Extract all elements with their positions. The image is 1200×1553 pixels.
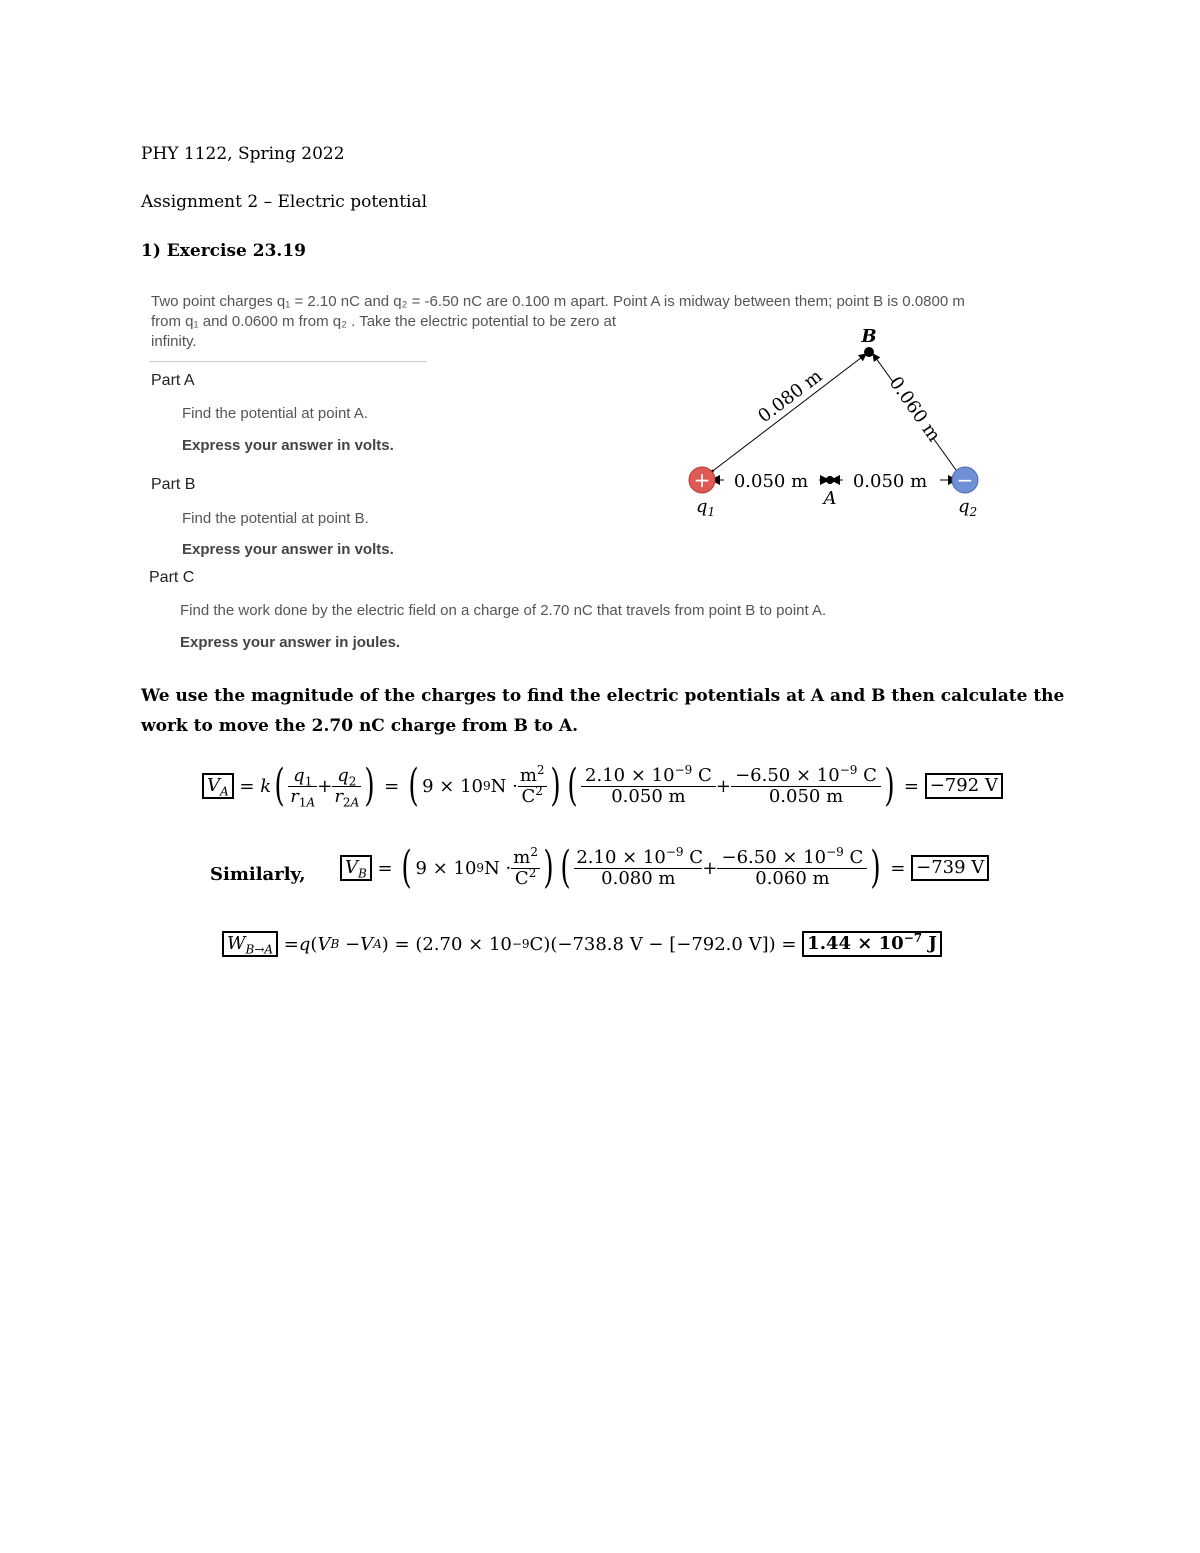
va-result: −792 V <box>925 773 1003 799</box>
part-c-instruction: Express your answer in joules. <box>180 634 401 651</box>
work-result: $1.44 \times 10^{-7}$ J <box>802 931 942 957</box>
part-c-question: Find the work done by the electric field on a charge of 2.70 nC that travels from point B to point A. <box>180 602 827 619</box>
similarly-label: Similarly, <box>210 864 306 885</box>
part-b-title: Part B <box>151 476 196 493</box>
exercise-heading: 1) Exercise 23.19 <box>141 241 307 261</box>
point-a <box>826 476 834 484</box>
problem-line-1: Two point charges q₁ = 2.10 nC and q₂ = -6.50 nC are 0.100 m apart. Point A is midway between them; point B is 0.0800 m <box>151 293 965 310</box>
dist-a-q2-label: 0.050 m <box>852 471 928 492</box>
label-q1: $q_1$ <box>696 496 716 519</box>
point-b <box>864 347 874 357</box>
problem-line-3: infinity. <box>151 333 197 350</box>
part-b-question: Find the potential at point B. <box>182 510 369 527</box>
solution-intro-line-2: work to move the 2.70 nC charge from B to A. <box>141 716 579 736</box>
q1-sign: + <box>693 468 711 492</box>
equation-va: $V_A$ = k ( $\frac{q_1}{r_{1A}}$ + $\frac{q_2}{r_{2A}}$ ) = ( 9 × 10 9 N · $\frac{m^2}{C^2}$ ) ( $\frac{2.10 \times 10^{-9} C}{0.050 m}$ + $\frac{-6.50 \times 10^{-9} C}{0.050 m}$ ) = −792 V <box>202 764 1003 808</box>
equation-vb: $V_B$ = ( 9 × 10 9 N · $\frac{m^2}{C^2}$ ) ( $\frac{2.10 \times 10^{-9} C}{0.080 m}$ + $\frac{-6.50 \times 10^{-9} C}{0.060 m}$ ) = −739 V <box>340 846 989 890</box>
dist-q2-b-label: 0.060 m <box>884 372 945 446</box>
part-a-title: Part A <box>151 372 195 389</box>
assignment-title: Assignment 2 – Electric potential <box>141 192 428 212</box>
dist-q1-b-label: 0.080 m <box>754 365 827 428</box>
part-c-title: Part C <box>149 569 195 586</box>
label-q2: $q_2$ <box>958 496 978 519</box>
charge-diagram <box>680 320 1000 530</box>
line-q1-b <box>714 354 866 470</box>
problem-line-2: from q₁ and 0.0600 m from q₂ . Take the electric potential to be zero at <box>151 313 617 330</box>
solution-intro-line-1: We use the magnitude of the charges to find the electric potentials at A and B then calculate the <box>141 686 1065 706</box>
label-b: B <box>861 326 877 347</box>
q2-sign: − <box>956 468 974 492</box>
label-a: A <box>823 488 837 509</box>
part-a-instruction: Express your answer in volts. <box>182 437 394 454</box>
part-b-instruction: Express your answer in volts. <box>182 541 394 558</box>
dist-q1-a-label: 0.050 m <box>733 471 809 492</box>
vb-result: −739 V <box>911 855 989 881</box>
course-title: PHY 1122, Spring 2022 <box>141 144 345 164</box>
equation-work: $W_{B\to A}$ = q ( V B − V A ) = (2.70 × 10 −9 C)(−738.8 V − [−792.0 V]) = $1.44 \times 10^{-7}$ J <box>222 931 942 957</box>
separator-line <box>149 361 427 362</box>
part-a-question: Find the potential at point A. <box>182 405 368 422</box>
